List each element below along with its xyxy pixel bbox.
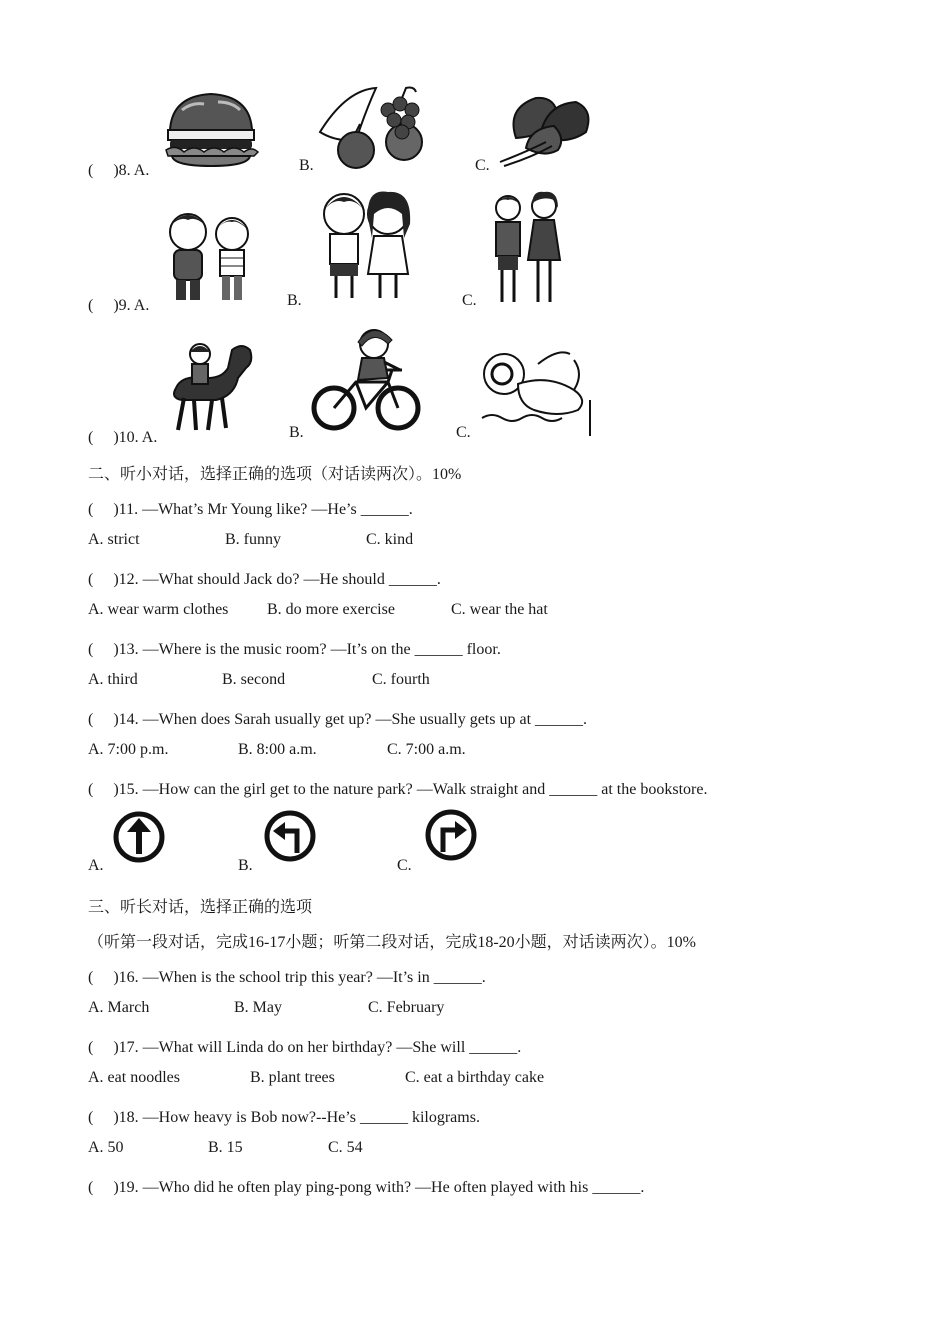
q13-option-a: A. third bbox=[88, 671, 138, 688]
ride-bike-icon bbox=[308, 322, 424, 434]
q15-option-b: B. bbox=[238, 857, 253, 874]
q8-option-b: B. bbox=[299, 157, 314, 174]
q9-option-b: B. bbox=[287, 292, 302, 309]
q9-number: ( )9. A. bbox=[88, 297, 150, 314]
section3-heading: 三、听长对话，选择正确的选项 bbox=[88, 899, 313, 916]
section3-subheading: （听第一段对话，完成16-17小题；听第二段对话，完成18-20小题，对话读两次）。10% bbox=[88, 934, 696, 951]
q8-number: ( )8. A. bbox=[88, 162, 150, 179]
hamburger-icon bbox=[162, 90, 260, 168]
q19-question: ( )19. —Who did he often play ping-pong with? —He often played with his ______. bbox=[88, 1179, 645, 1196]
q11-option-b: B. funny bbox=[225, 531, 281, 548]
q11-option-a: A. strict bbox=[88, 531, 140, 548]
q13-option-c: C. fourth bbox=[372, 671, 430, 688]
q10-number: ( )10. A. bbox=[88, 429, 158, 446]
swim-icon bbox=[478, 344, 592, 436]
q17-option-c: C. eat a birthday cake bbox=[405, 1069, 545, 1086]
q11-question: ( )11. —What’s Mr Young like? —He’s ______. bbox=[88, 501, 413, 518]
two-boys-icon bbox=[160, 206, 260, 308]
q14-option-a: A. 7:00 p.m. bbox=[88, 741, 169, 758]
q12-question: ( )12. —What should Jack do? —He should ______. bbox=[88, 571, 441, 588]
section2-heading: 二、听小对话，选择正确的选项（对话读两次）。10% bbox=[88, 466, 462, 483]
q17-option-b: B. plant trees bbox=[250, 1069, 335, 1086]
q15-option-c: C. bbox=[397, 857, 412, 874]
q16-option-b: B. May bbox=[234, 999, 282, 1016]
ride-horse-icon bbox=[162, 338, 256, 434]
q18-option-b: B. 15 bbox=[208, 1139, 243, 1156]
q12-option-a: A. wear warm clothes bbox=[88, 601, 229, 618]
q18-question: ( )18. —How heavy is Bob now?--He’s ______ kilograms. bbox=[88, 1109, 480, 1126]
q14-option-c: C. 7:00 a.m. bbox=[387, 741, 466, 758]
q14-question: ( )14. —When does Sarah usually get up? —She usually gets up at ______. bbox=[88, 711, 588, 728]
q17-question: ( )17. —What will Linda do on her birthday? —She will ______. bbox=[88, 1039, 522, 1056]
q13-question: ( )13. —Where is the music room? —It’s on the ______ floor. bbox=[88, 641, 501, 658]
turn-right-icon bbox=[423, 808, 479, 862]
q16-question: ( )16. —When is the school trip this year? —It’s in ______. bbox=[88, 969, 486, 986]
turn-left-icon bbox=[263, 809, 317, 863]
q12-option-b: B. do more exercise bbox=[267, 601, 395, 618]
tall-boy-and-girl-icon bbox=[488, 190, 564, 308]
q14-option-b: B. 8:00 a.m. bbox=[238, 741, 317, 758]
go-straight-icon bbox=[112, 810, 166, 864]
q16-option-a: A. March bbox=[88, 999, 150, 1016]
fruit-icon bbox=[316, 80, 426, 172]
q16-option-c: C. February bbox=[368, 999, 445, 1016]
q10-option-c: C. bbox=[456, 424, 471, 441]
q10-option-b: B. bbox=[289, 424, 304, 441]
q15-question: ( )15. —How can the girl get to the nature park? —Walk straight and ______ at the bookstore. bbox=[88, 781, 708, 798]
q13-option-b: B. second bbox=[222, 671, 286, 688]
q9-option-c: C. bbox=[462, 292, 477, 309]
q15-option-a: A. bbox=[88, 857, 104, 874]
spinach-icon bbox=[496, 88, 596, 168]
boy-and-girl-icon bbox=[316, 188, 416, 304]
q17-option-a: A. eat noodles bbox=[88, 1069, 180, 1086]
q11-option-c: C. kind bbox=[366, 531, 414, 548]
q18-option-a: A. 50 bbox=[88, 1139, 124, 1156]
q8-option-c: C. bbox=[475, 157, 490, 174]
q12-option-c: C. wear the hat bbox=[451, 601, 548, 618]
q18-option-c: C. 54 bbox=[328, 1139, 363, 1156]
